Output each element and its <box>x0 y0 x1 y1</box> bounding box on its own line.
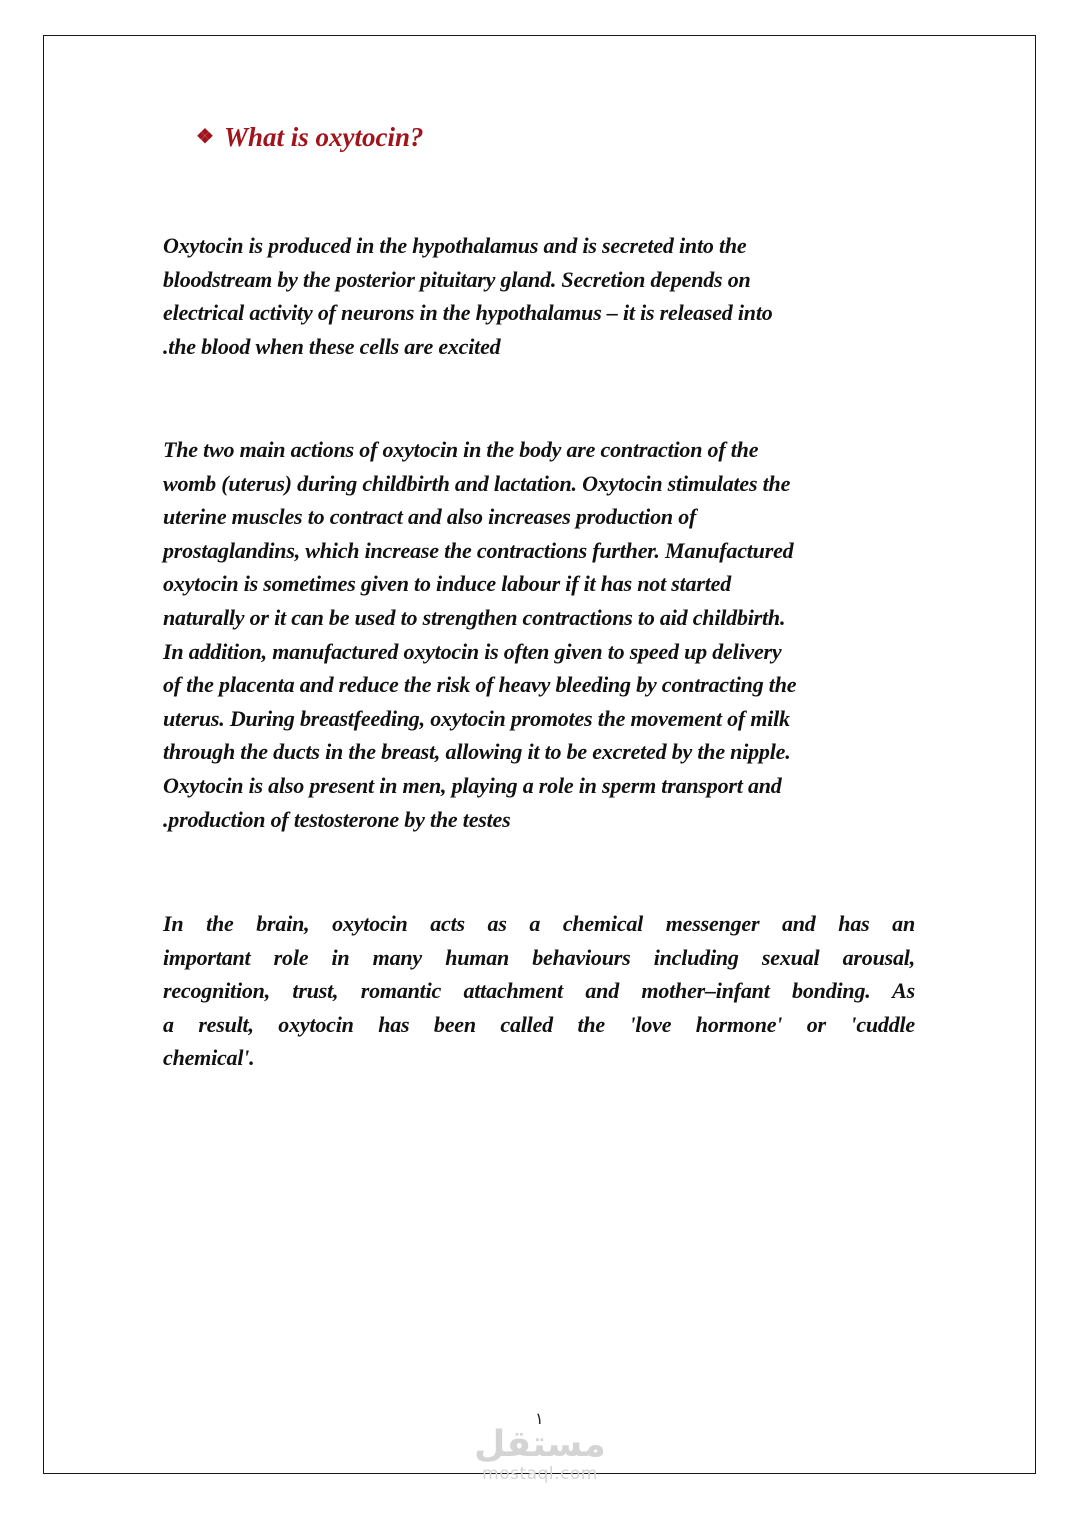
text-line: The two main actions of oxytocin in the body are contraction of the <box>163 437 759 462</box>
paragraph-actions <box>163 433 915 836</box>
text-line: .production of testosterone by the testes <box>163 806 511 832</box>
text-line: prostaglandins, which increase the contractions further. Manufactured <box>163 537 794 563</box>
text-line: In addition, manufactured oxytocin is often given to speed up delivery <box>163 638 782 664</box>
text-line: oxytocin is sometimes given to induce labour if it has not started <box>163 571 731 597</box>
text-line: Oxytocin is produced in the hypothalamus and is secreted into the <box>163 233 747 258</box>
text-line: In the brain, oxytocin acts as a chemical messenger and has an <box>163 911 915 936</box>
text-line: uterine muscles to contract and also increases production of <box>163 504 697 530</box>
section-heading <box>196 122 423 153</box>
paragraph-brain <box>163 907 915 1075</box>
text-line: recognition, trust, romantic attachment and mother–infant bonding. As <box>163 978 915 1004</box>
text-line: chemical'. <box>163 1045 255 1071</box>
text-line: electrical activity of neurons in the hypothalamus – it is released into <box>163 300 773 326</box>
diamond-bullet-icon: ❖ <box>196 126 214 148</box>
heading-title: What is oxytocin? <box>223 122 424 152</box>
paragraph-production <box>163 229 915 363</box>
text-line: a result, oxytocin has been called the 'love hormone' or 'cuddle <box>163 1011 915 1037</box>
text-line: bloodstream by the posterior pituitary gland. Secretion depends on <box>163 266 751 292</box>
text-line: through the ducts in the breast, allowing it to be excreted by the nipple. <box>163 739 791 765</box>
watermark-arabic: مستقل <box>474 1424 606 1465</box>
text-line: important role in many human behaviours including sexual arousal, <box>163 944 915 970</box>
page-number: ١ <box>535 1409 544 1428</box>
text-line: uterus. During breastfeeding, oxytocin promotes the movement of milk <box>163 705 790 731</box>
text-line: .the blood when these cells are excited <box>163 333 501 359</box>
text-line: womb (uterus) during childbirth and lactation. Oxytocin stimulates the <box>163 470 791 496</box>
text-line: Oxytocin is also present in men, playing a role in sperm transport and <box>163 772 782 798</box>
text-line: naturally or it can be used to strengthen contractions to aid childbirth. <box>163 604 786 630</box>
text-line: of the placenta and reduce the risk of heavy bleeding by contracting the <box>163 672 797 698</box>
watermark-latin: mostaql.com <box>482 1464 598 1484</box>
